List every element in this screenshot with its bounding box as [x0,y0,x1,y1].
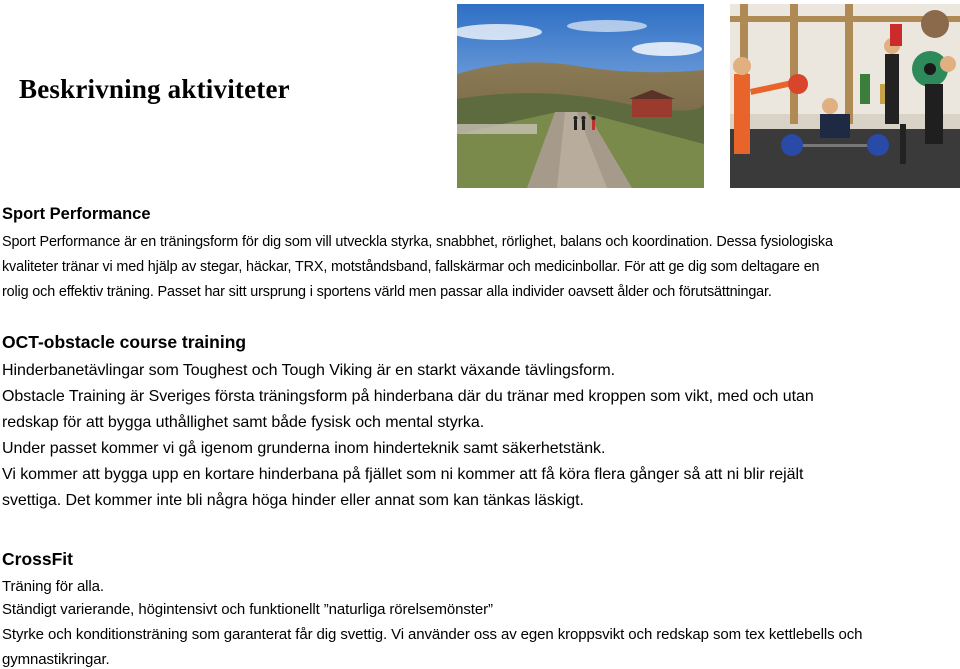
gym-training-photo [730,4,960,188]
paragraph-line: Vi kommer att bygga upp en kortare hinderbana på fjället som ni kommer att få köra flera gånger så att ni blir rejält [2,466,804,483]
paragraph-line: Sport Performance är en träningsform för dig som vill utveckla styrka, snabbhet, rörlighet, balans och koordination. Dessa fysiologiska [2,234,833,250]
paragraph-line: redskap för att bygga uthållighet samt både fysisk och mental styrka. [2,414,485,431]
page-title: Beskrivning aktiviteter [19,74,290,104]
paragraph-line: Hinderbanetävlingar som Toughest och Tough Viking är en starkt växande tävlingsform. [2,362,616,379]
paragraph-line: gymnastikringar. [2,651,110,668]
mountain-trail-photo [457,4,704,188]
paragraph-line: kvaliteter tränar vi med hjälp av stegar, häckar, TRX, motståndsband, fallskärmar och medicinbollar. För att ge dig som deltagare en [2,259,820,275]
paragraph-line: Under passet kommer vi gå igenom grunderna inom hinderteknik samt säkerhetstänk. [2,440,606,457]
section-heading-oct: OCT-obstacle course training [2,332,247,352]
paragraph-line: Obstacle Training är Sveriges första träningsform på hinderbana där du tränar med kroppen som vikt, med och utan [2,388,814,405]
paragraph-line: Styrke och konditionsträning som garanterat får dig svettig. Vi använder oss av egen kroppsvikt och redskap som tex kettlebells och [2,626,863,643]
paragraph-line: Ständigt varierande, högintensivt och funktionellt ”naturliga rörelsemönster” [2,601,493,618]
paragraph-line: Träning för alla. [2,578,104,595]
section-heading-sport-performance: Sport Performance [2,205,151,223]
section-heading-crossfit: CrossFit [2,549,73,569]
paragraph-line: svettiga. Det kommer inte bli några höga hinder eller annat som kan tänkas läskigt. [2,492,584,509]
paragraph-line: rolig och effektiv träning. Passet har sitt ursprung i sportens värld men passar alla individer oavsett ålder och förutsättningar. [2,284,772,300]
